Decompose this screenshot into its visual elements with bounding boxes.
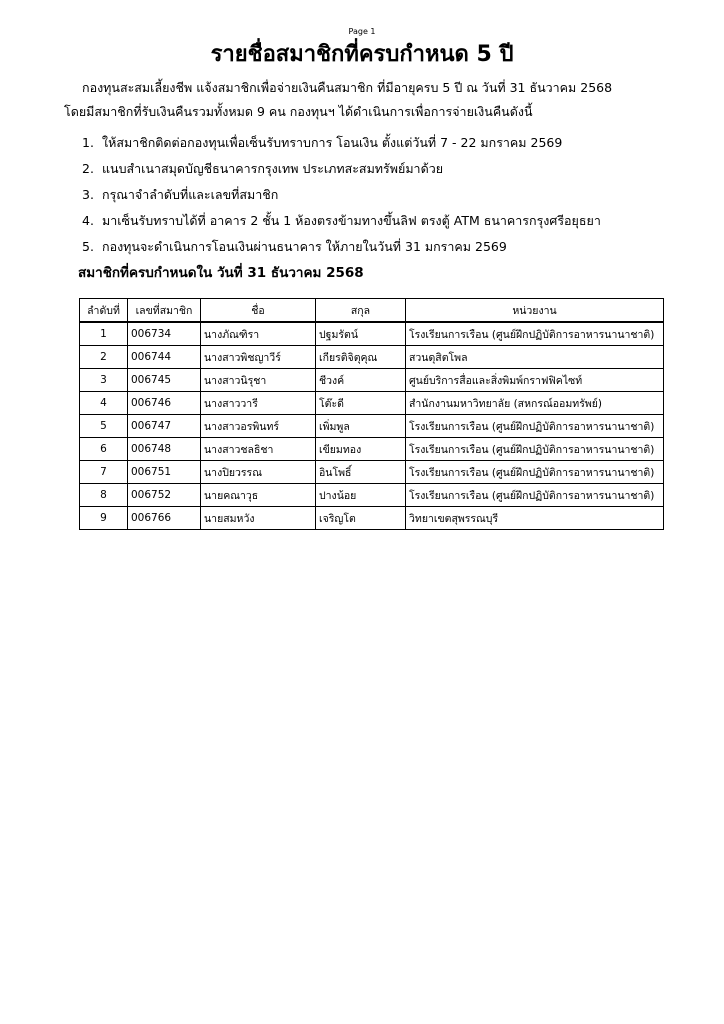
member-id-cell: 006744: [128, 346, 201, 369]
organization-cell: โรงเรียนการเรือน (ศูนย์ฝึกปฏิบัติการอาหารนานาชาติ): [406, 461, 664, 484]
instruction-item: [82, 130, 601, 156]
name-cell: นางสาวชลธิชา: [201, 438, 316, 461]
surname-cell: อินโพธิ์: [316, 461, 406, 484]
table-row: [80, 392, 664, 415]
organization-cell: โรงเรียนการเรือน (ศูนย์ฝึกปฏิบัติการอาหารนานาชาติ): [406, 484, 664, 507]
instruction-number: 3.: [82, 187, 94, 202]
order-cell: 6: [80, 438, 128, 461]
name-cell: นางสาววารี: [201, 392, 316, 415]
instruction-number: 1.: [82, 135, 94, 150]
instruction-text: มาเซ็นรับทราบได้ที่ อาคาร 2 ชั้น 1 ห้องตรงข้ามทางขึ้นลิฟ ตรงตู้ ATM ธนาคารกรุงศรีอยุธยา: [102, 213, 601, 228]
member-id-cell: 006751: [128, 461, 201, 484]
table-row: [80, 438, 664, 461]
surname-cell: เพิ่มพูล: [316, 415, 406, 438]
name-cell: นางปิยวรรณ: [201, 461, 316, 484]
order-cell: 5: [80, 415, 128, 438]
organization-cell: สำนักงานมหาวิทยาลัย (สหกรณ์ออมทรัพย์): [406, 392, 664, 415]
page-number-label: Page 1: [348, 27, 376, 36]
table-row: [80, 415, 664, 438]
name-cell: นางสาวอรพินทร์: [201, 415, 316, 438]
member-id-cell: 006748: [128, 438, 201, 461]
intro-paragraph-line-2: โดยมีสมาชิกที่รับเงินคืนรวมทั้งหมด 9 คน กองทุนฯ ได้ดำเนินการเพื่อการจ่ายเงินคืนดังนี้: [64, 104, 533, 119]
column-header-surname: สกุล: [316, 299, 406, 323]
name-cell: นางภัณฑิรา: [201, 322, 316, 346]
column-header-organization: หน่วยงาน: [406, 299, 664, 323]
surname-cell: เกียรติจิตุคุณ: [316, 346, 406, 369]
table-header-row: [80, 299, 664, 323]
instruction-text: กรุณาจำลำดับที่และเลขที่สมาชิก: [102, 187, 279, 202]
member-id-cell: 006745: [128, 369, 201, 392]
order-cell: 2: [80, 346, 128, 369]
instruction-text: แนบสำเนาสมุดบัญชีธนาคารกรุงเทพ ประเภทสะสมทรัพย์มาด้วย: [102, 161, 444, 176]
table-row: [80, 322, 664, 346]
instruction-item: [82, 156, 601, 182]
order-cell: 8: [80, 484, 128, 507]
order-cell: 3: [80, 369, 128, 392]
order-cell: 9: [80, 507, 128, 530]
surname-cell: ปฐมรัตน์: [316, 322, 406, 346]
instruction-item: [82, 234, 601, 260]
member-id-cell: 006746: [128, 392, 201, 415]
order-cell: 4: [80, 392, 128, 415]
name-cell: นางสาวพิชญาวีร์: [201, 346, 316, 369]
instruction-item: [82, 208, 601, 234]
name-cell: นายสมหวัง: [201, 507, 316, 530]
member-id-cell: 006766: [128, 507, 201, 530]
member-id-cell: 006734: [128, 322, 201, 346]
organization-cell: โรงเรียนการเรือน (ศูนย์ฝึกปฏิบัติการอาหารนานาชาติ): [406, 322, 664, 346]
order-cell: 1: [80, 322, 128, 346]
instruction-text: กองทุนจะดำเนินการโอนเงินผ่านธนาคาร ให้ภายในวันที่ 31 มกราคม 2569: [102, 239, 507, 254]
table-row: [80, 484, 664, 507]
table-row: [80, 346, 664, 369]
surname-cell: เจริญโต: [316, 507, 406, 530]
instruction-number: 5.: [82, 239, 94, 254]
organization-cell: สวนดุสิตโพล: [406, 346, 664, 369]
organization-cell: ศูนย์บริการสื่อและสิ่งพิมพ์กราฟฟิคไซท์: [406, 369, 664, 392]
name-cell: นายคณาวุธ: [201, 484, 316, 507]
name-cell: นางสาวนิรุชา: [201, 369, 316, 392]
order-cell: 7: [80, 461, 128, 484]
organization-cell: โรงเรียนการเรือน (ศูนย์ฝึกปฏิบัติการอาหารนานาชาติ): [406, 438, 664, 461]
instruction-number: 4.: [82, 213, 94, 228]
table-row: [80, 461, 664, 484]
column-header-name: ชื่อ: [201, 299, 316, 323]
organization-cell: วิทยาเขตสุพรรณบุรี: [406, 507, 664, 530]
member-id-cell: 006747: [128, 415, 201, 438]
column-header-order: ลำดับที่: [80, 299, 128, 323]
instruction-item: [82, 182, 601, 208]
table-row: [80, 369, 664, 392]
document-title: รายชื่อสมาชิกที่ครบกำหนด 5 ปี: [210, 42, 514, 67]
instruction-number: 2.: [82, 161, 94, 176]
instruction-list: [82, 130, 601, 260]
members-table: [79, 298, 664, 530]
surname-cell: โต๊ะดี: [316, 392, 406, 415]
member-id-cell: 006752: [128, 484, 201, 507]
table-heading: สมาชิกที่ครบกำหนดใน วันที่ 31 ธันวาคม 2568: [78, 265, 364, 281]
surname-cell: เขียมทอง: [316, 438, 406, 461]
table-row: [80, 507, 664, 530]
surname-cell: ปางน้อย: [316, 484, 406, 507]
surname-cell: ชีวงค์: [316, 369, 406, 392]
instruction-text: ให้สมาชิกติดต่อกองทุนเพื่อเซ็นรับทราบการ โอนเงิน ตั้งแต่วันที่ 7 - 22 มกราคม 2569: [102, 135, 563, 150]
intro-paragraph-line-1: กองทุนสะสมเลี้ยงชีพ แจ้งสมาชิกเพื่อจ่ายเงินคืนสมาชิก ที่มีอายุครบ 5 ปี ณ วันที่ 31 ธันวาคม 2568: [82, 80, 613, 95]
organization-cell: โรงเรียนการเรือน (ศูนย์ฝึกปฏิบัติการอาหารนานาชาติ): [406, 415, 664, 438]
column-header-member-id: เลขที่สมาชิก: [128, 299, 201, 323]
